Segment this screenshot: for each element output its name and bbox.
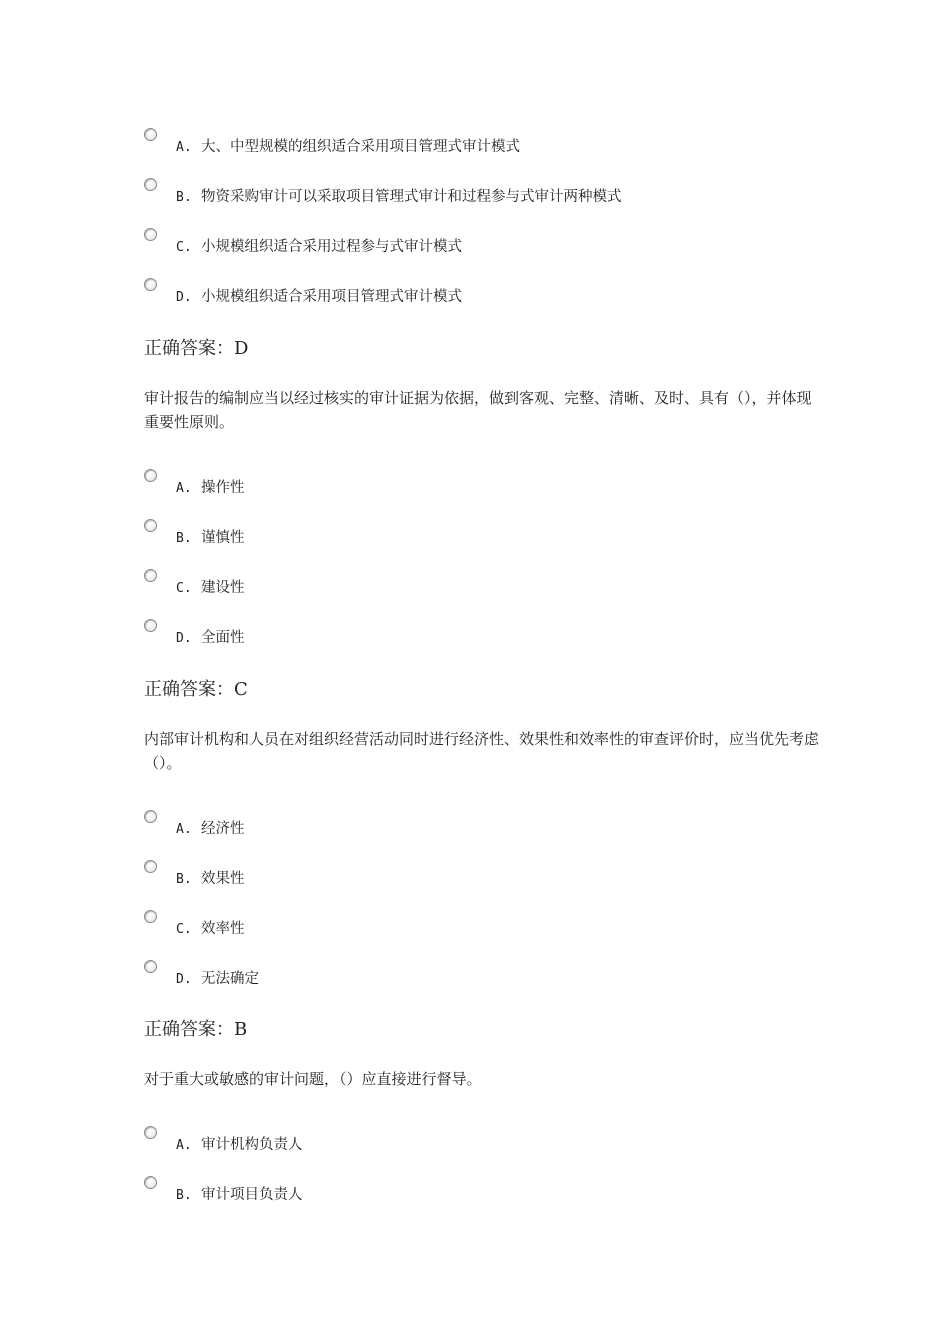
correct-answer: 正确答案：B bbox=[144, 1019, 248, 1040]
option-letter: B. bbox=[176, 1188, 192, 1203]
option-letter: A. bbox=[176, 140, 192, 155]
option-label: 建设性 bbox=[201, 580, 245, 596]
option-label: 操作性 bbox=[201, 480, 245, 496]
option-label: 全面性 bbox=[201, 630, 245, 646]
question-text: 对于重大或敏感的审计问题，（）应直接进行督导。 bbox=[144, 1070, 482, 1088]
radio-button[interactable] bbox=[144, 1176, 157, 1189]
option-label: 效率性 bbox=[201, 921, 245, 937]
option-text bbox=[176, 529, 245, 548]
option-text bbox=[176, 1186, 303, 1205]
option-label: 经济性 bbox=[201, 821, 245, 837]
option-row[interactable] bbox=[144, 278, 844, 308]
option-label: 大、中型规模的组织适合采用项目管理式审计模式 bbox=[201, 139, 520, 155]
option-letter: D. bbox=[176, 290, 192, 305]
option-row[interactable] bbox=[144, 228, 844, 258]
option-text bbox=[176, 288, 462, 307]
option-row[interactable] bbox=[144, 128, 844, 158]
radio-button[interactable] bbox=[144, 860, 157, 873]
option-letter: A. bbox=[176, 1138, 192, 1153]
option-text bbox=[176, 870, 245, 889]
option-row[interactable] bbox=[144, 860, 844, 890]
option-row[interactable] bbox=[144, 519, 844, 549]
option-text bbox=[176, 1136, 303, 1155]
option-text bbox=[176, 188, 622, 207]
option-label: 审计机构负责人 bbox=[201, 1137, 303, 1153]
option-label: 谨慎性 bbox=[201, 530, 245, 546]
radio-button[interactable] bbox=[144, 178, 157, 191]
correct-answer: 正确答案：D bbox=[144, 338, 249, 359]
option-row[interactable] bbox=[144, 619, 844, 649]
option-letter: C. bbox=[176, 581, 192, 596]
radio-button[interactable] bbox=[144, 469, 157, 482]
option-text bbox=[176, 138, 520, 157]
option-label: 物资采购审计可以采取项目管理式审计和过程参与式审计两种模式 bbox=[201, 189, 622, 205]
option-row[interactable] bbox=[144, 178, 844, 208]
option-text bbox=[176, 920, 245, 939]
radio-button[interactable] bbox=[144, 228, 157, 241]
option-row[interactable] bbox=[144, 1176, 844, 1206]
radio-button[interactable] bbox=[144, 519, 157, 532]
option-label: 无法确定 bbox=[201, 971, 259, 987]
option-row[interactable] bbox=[144, 569, 844, 599]
option-letter: C. bbox=[176, 240, 192, 255]
radio-button[interactable] bbox=[144, 810, 157, 823]
radio-button[interactable] bbox=[144, 569, 157, 582]
option-text bbox=[176, 579, 245, 598]
option-label: 小规模组织适合采用项目管理式审计模式 bbox=[201, 289, 462, 305]
radio-button[interactable] bbox=[144, 910, 157, 923]
radio-button[interactable] bbox=[144, 619, 157, 632]
option-letter: D. bbox=[176, 631, 192, 646]
question-text: 审计报告的编制应当以经过核实的审计证据为依据，做到客观、完整、清晰、及时、具有（），并体现重要性原则。 bbox=[144, 389, 812, 431]
option-letter: A. bbox=[176, 822, 192, 837]
option-label: 审计项目负责人 bbox=[201, 1187, 303, 1203]
option-letter: C. bbox=[176, 922, 192, 937]
option-row[interactable] bbox=[144, 960, 844, 990]
option-text bbox=[176, 970, 259, 989]
option-letter: B. bbox=[176, 872, 192, 887]
option-label: 效果性 bbox=[201, 871, 245, 887]
option-text bbox=[176, 629, 245, 648]
option-letter: B. bbox=[176, 190, 192, 205]
correct-answer: 正确答案：C bbox=[144, 679, 248, 700]
option-label: 小规模组织适合采用过程参与式审计模式 bbox=[201, 239, 462, 255]
option-row[interactable] bbox=[144, 810, 844, 840]
radio-button[interactable] bbox=[144, 278, 157, 291]
question-text: 内部审计机构和人员在对组织经营活动同时进行经济性、效果性和效率性的审查评价时，应当优先考虑（）。 bbox=[144, 730, 820, 772]
radio-button[interactable] bbox=[144, 1126, 157, 1139]
option-text bbox=[176, 479, 245, 498]
option-letter: A. bbox=[176, 481, 192, 496]
option-text bbox=[176, 820, 245, 839]
radio-button[interactable] bbox=[144, 128, 157, 141]
option-text bbox=[176, 238, 462, 257]
radio-button[interactable] bbox=[144, 960, 157, 973]
option-letter: B. bbox=[176, 531, 192, 546]
option-letter: D. bbox=[176, 972, 192, 987]
option-row[interactable] bbox=[144, 1126, 844, 1156]
option-row[interactable] bbox=[144, 469, 844, 499]
option-row[interactable] bbox=[144, 910, 844, 940]
